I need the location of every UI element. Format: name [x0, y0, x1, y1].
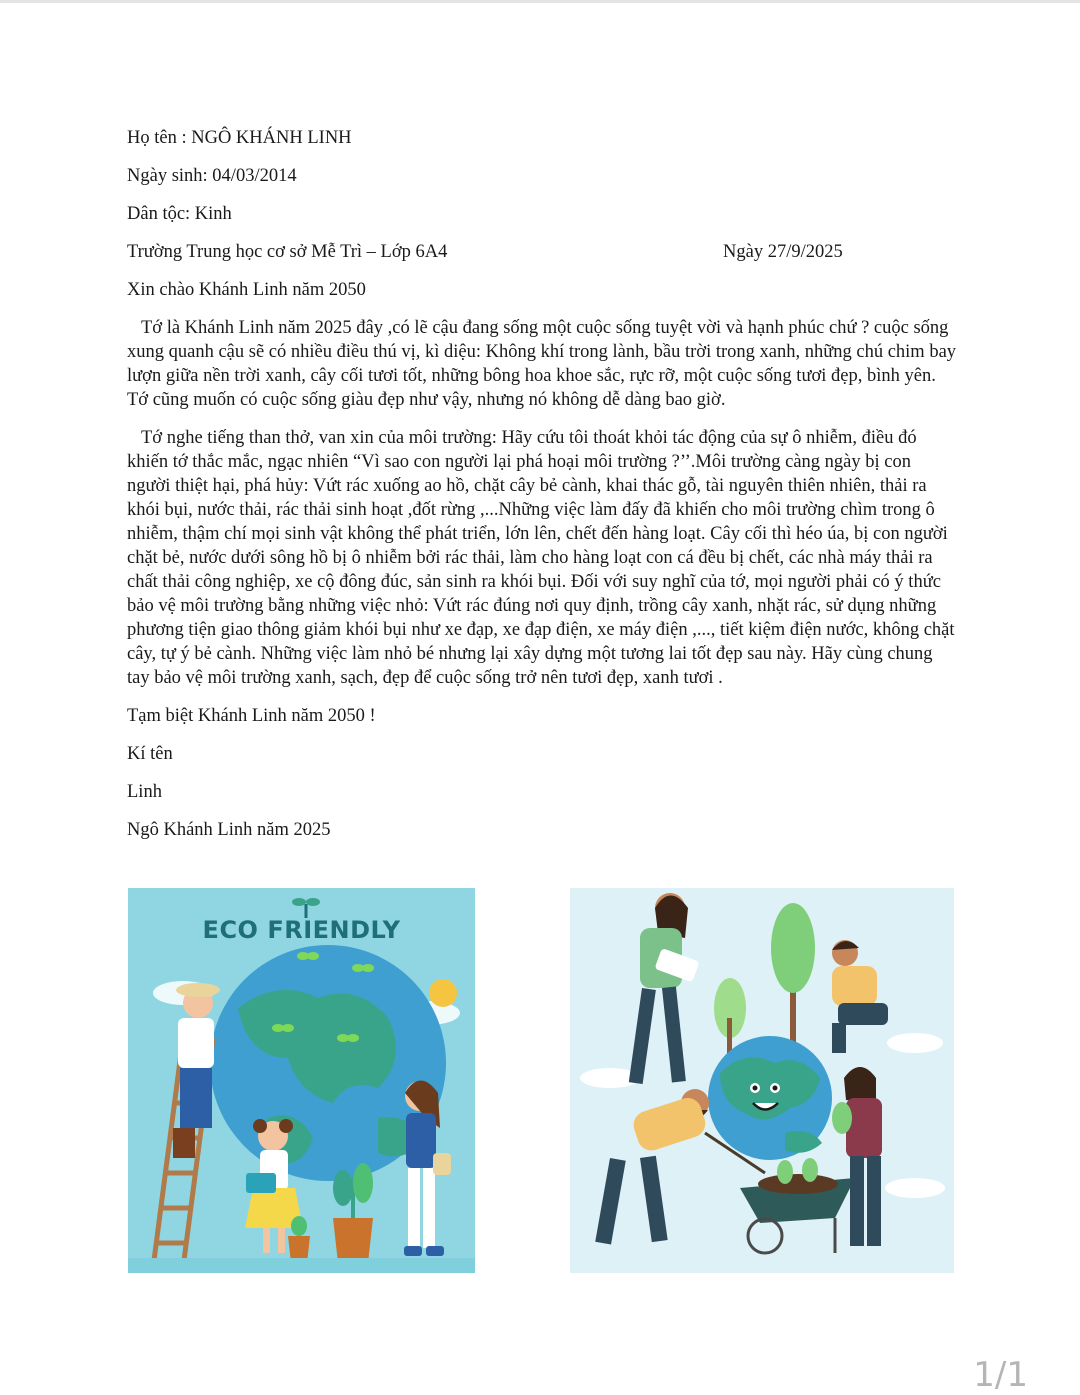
sign-label: Kí tên — [127, 744, 173, 764]
date-line: Ngày 27/9/2025 — [723, 242, 843, 262]
school-date-row — [127, 240, 957, 264]
dob-line: Ngày sinh: 04/03/2014 — [127, 166, 297, 186]
eco-friendly-artwork — [128, 888, 475, 1273]
paragraph-1: Tớ là Khánh Linh năm 2025 đây ,có lẽ cậu đang sống một cuộc sống tuyệt vời và hạnh phúc chứ ? cuộc sống xung quanh cậu sẽ có nhiều điều thú vị, kì diệu: Không khí trong lành, bầu trời trong xanh, những chú chim bay lượn giữa nền trời xanh, cây cối tươi tốt, những bông hoa khoe sắc, rực rỡ, một cuộc sống tươi đẹp, bình yên. Tớ cũng muốn có cuộc sống giàu đẹp như vậy, nhưng nó không dễ dàng bao giờ. — [127, 318, 957, 410]
ethnicity-line: Dân tộc: Kinh — [127, 204, 232, 224]
page-number: 1/1 — [973, 1355, 1028, 1395]
school-line: Trường Trung học cơ sở Mễ Trì – Lớp 6A4 — [127, 242, 448, 262]
greeting: Xin chào Khánh Linh năm 2050 — [127, 280, 366, 300]
page-top-border — [0, 0, 1080, 3]
sign-name: Ngô Khánh Linh năm 2025 — [127, 820, 331, 840]
letter-page — [127, 126, 957, 856]
people-care-earth-artwork — [570, 888, 954, 1273]
eco-friendly-illustration — [128, 888, 475, 1273]
people-care-earth-illustration — [570, 888, 954, 1273]
eco-friendly-title: ECO FRIENDLY — [202, 916, 401, 944]
farewell: Tạm biệt Khánh Linh năm 2050 ! — [127, 706, 376, 726]
paragraph-2: Tớ nghe tiếng than thở, van xin của môi trường: Hãy cứu tôi thoát khỏi tác động của sự ô nhiễm, điều đó khiến tớ thắc mắc, ngạc nhiên “Vì sao con người lại phá hoại môi trường ?’’.Môi trường càng ngày bị con người thiệt hại, phá hủy: Vứt rác xuống ao hồ, chặt cây bẻ cành, khai thác gỗ, tài nguyên thiên nhiên, thải ra khói bụi, nước thải, rác thải sinh hoạt ,đốt rừng ,...Những việc làm đấy đã khiến cho môi trường chìm trong ô nhiễm, thậm chí mọi sinh vật không thể phát triển, lớn lên, chết đến hàng loạt. Cây cối thì héo úa, bị con người chặt bẻ, nước dưới sông hồ bị ô nhiễm bởi rác thải, làm cho hàng loạt con cá đều bị chết, các nhà máy thải ra chất thải công nghiệp, xe cộ đông đúc, sản sinh ra khói bụi. Đối với suy nghĩ của tớ, mọi người phải có ý thức bảo vệ môi trường bằng những việc nhỏ: Vứt rác đúng nơi quy định, trồng cây xanh, nhặt rác, sử dụng những phương tiện giao thông giảm khói bụi như xe đạp, xe đạp điện, xe máy điện ,..., tiết kiệm điện nước, không chặt cây, tự ý bẻ cành. Những việc làm nhỏ bé nhưng lại xây dựng một tương lai tốt đẹp sau này. Hãy cùng chung tay bảo vệ môi trường xanh, sạch, đẹp để cuộc sống trở nên tươi đẹp, xanh tươi . — [127, 428, 955, 688]
illustrations-row — [0, 888, 1080, 1273]
name-line: Họ tên : NGÔ KHÁNH LINH — [127, 128, 352, 148]
signature: Linh — [127, 782, 162, 802]
